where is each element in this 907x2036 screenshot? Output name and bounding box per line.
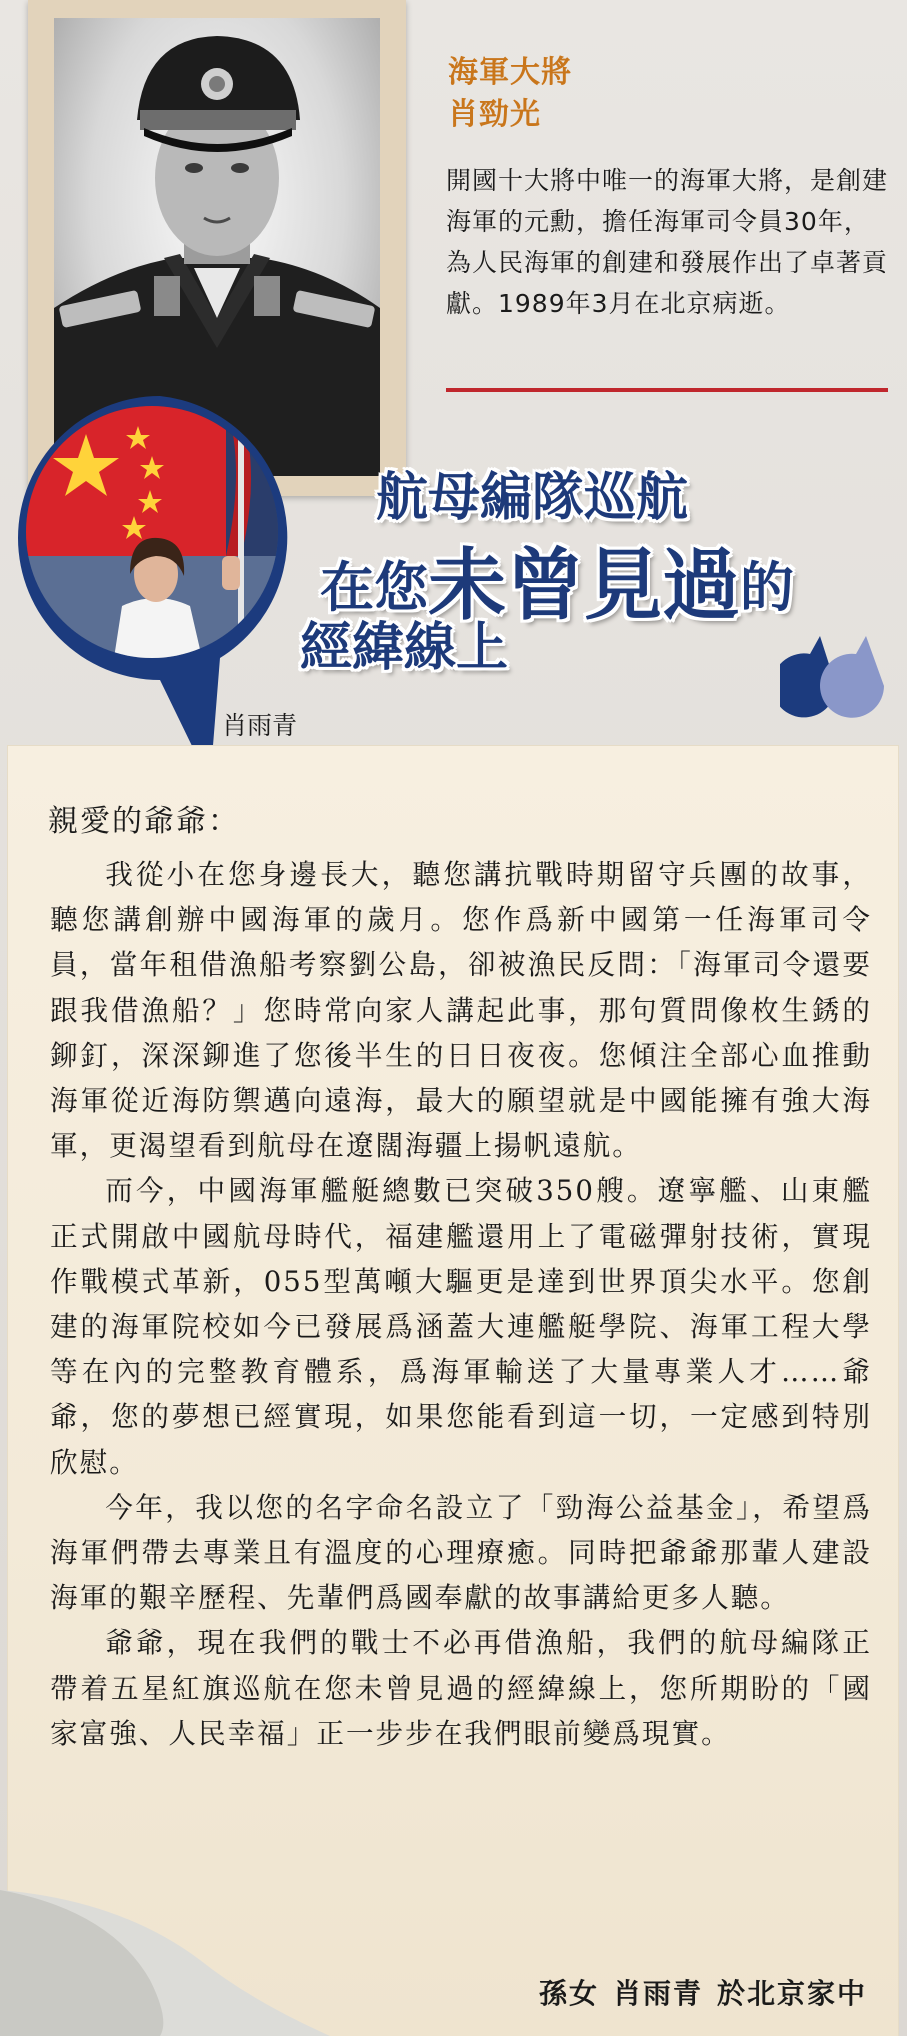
letter-signature [525, 1972, 867, 2012]
letter-paragraph-1: 我從小在您身邊長大，聽您講抗戰時期留守兵團的故事，聽您講創辦中國海軍的歲月。您作爲新中國第一任海軍司令員，當年租借漁船考察劉公島，卻被漁民反問：「海軍司令還要跟我借漁船？」您時常向家人講起此事，那句質問像枚生銹的鉚釘，深深鉚進了您後半生的日日夜夜。您傾注全部心血推動海軍從近海防禦邁向遠海，最大的願望就是中國能擁有強大海軍，更渴望看到航母在遼闊海疆上揚帆遠航。 [50, 858, 872, 1163]
letter-paragraph-2: 而今，中國海軍艦艇總數已突破350艘。遼寧艦、山東艦正式開啟中國航母時代，福建艦還用上了電磁彈射技術，實現作戰模式革新，055型萬噸大驅更是達到世界頂尖水平。您創建的海軍院校如今已發展爲涵蓋大連艦艇學院、海軍工程大學等在內的完整教育體系，爲海軍輸送了大量專業人才……爺爺，您的夢想已經實現，如果您能看到這一切，一定感到特別欣慰。 [50, 1174, 872, 1479]
signature-role: 孫女 [538, 1977, 599, 2010]
letter-paragraph-4: 爺爺，現在我們的戰士不必再借漁船，我們的航母編隊正帶着五星紅旗巡航在您未曾見過的經緯線上，您所期盼的「國家富強、人民幸福」正一步步在我們眼前變爲現實。 [50, 1626, 872, 1750]
quote-mark-icon [780, 628, 892, 718]
letter-body [50, 852, 872, 1756]
flag-photo-illustration [26, 406, 278, 658]
bio-title [448, 52, 572, 136]
page-curl-decoration [0, 1870, 330, 2036]
bio-divider [446, 388, 888, 392]
signature-name: 肖雨青 [612, 1977, 703, 2010]
bio-title-name: 肖勁光 [448, 97, 541, 132]
signature-place: 於北京家中 [716, 1977, 867, 2010]
headline-line-2-post: 的 [740, 556, 795, 619]
bio-title-rank: 海軍大將 [448, 55, 572, 90]
granddaughter-photo [26, 406, 278, 658]
headline-line-2-pre: 在您 [320, 556, 428, 619]
headline-line-2-emphasis: 未曾見過 [428, 541, 741, 631]
headline-line-3: 經緯線上 [300, 618, 509, 678]
letter-salutation: 親愛的爺爺： [48, 804, 240, 839]
letter-paragraph-3: 今年，我以您的名字命名設立了「勁海公益基金」，希望爲海軍們帶去專業且有溫度的心理療癒。同時把爺爺那輩人建設海軍的艱辛歷程、先輩們爲國奉獻的故事講給更多人聽。 [50, 1490, 872, 1615]
photo-caption-name: 肖雨青 [222, 711, 298, 740]
bio-description: 開國十大將中唯一的海軍大將，是創建海軍的元勳，擔任海軍司令員30年，為人民海軍的創建和發展作出了卓著貢獻。1989年3月在北京病逝。 [446, 166, 889, 318]
headline-line-1: 航母編隊巡航 [376, 468, 689, 528]
